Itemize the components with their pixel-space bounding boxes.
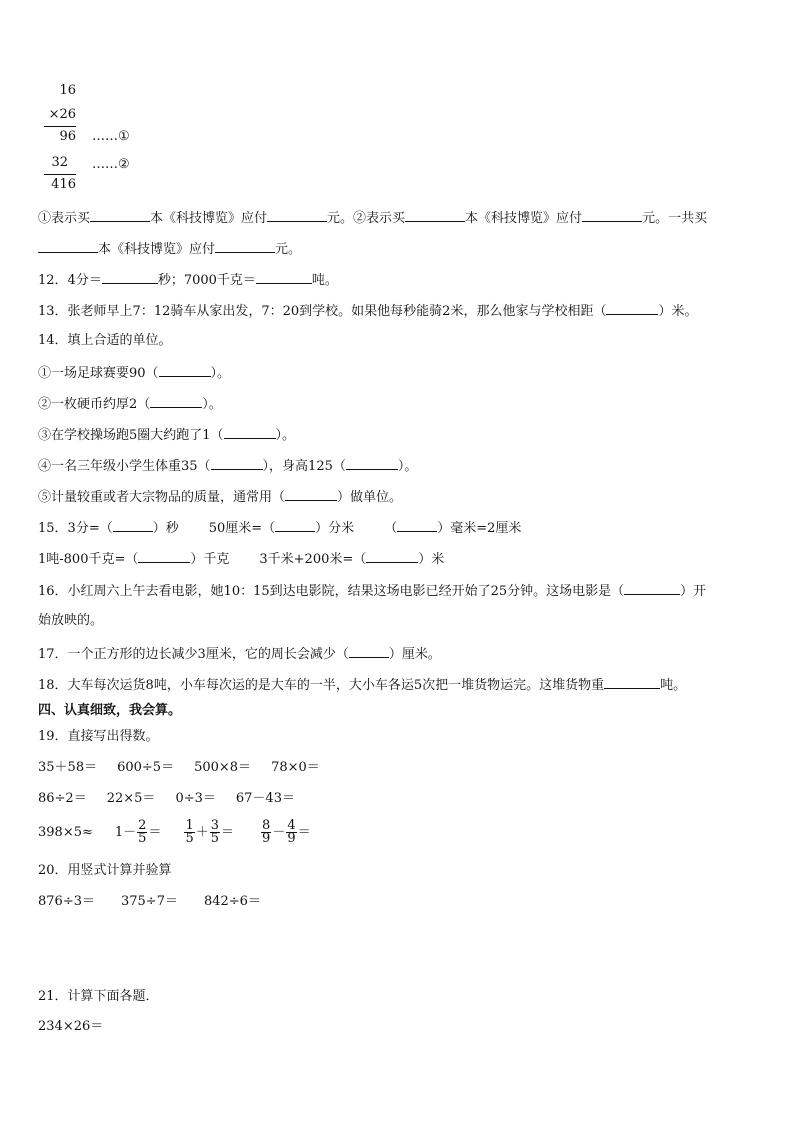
question-20-title: 20．用竖式计算并验算 xyxy=(38,863,172,878)
answer-blank[interactable] xyxy=(159,363,211,377)
question-20-items: 876÷3＝ 375÷7＝ 842÷6＝ xyxy=(38,894,261,909)
answer-blank[interactable] xyxy=(150,394,202,408)
question-18: 18．大车每次运货8吨，小车每次运的是大车的一半，大小车各运5次把一堆货物运完。这堆货物重 吨。 xyxy=(38,675,686,695)
product-result: 416 xyxy=(51,177,76,192)
question-14-title: 14．填上合适的单位。 xyxy=(38,333,172,348)
answer-blank[interactable] xyxy=(267,208,327,222)
answer-blank[interactable] xyxy=(285,487,337,501)
answer-blank[interactable] xyxy=(346,456,398,470)
question-19-row-3: 398×5≈ 1－ $\frac{2}{5}$ ＝ $\frac{1}{5}$ ＋ $\frac{3}{5}$ ＝ $\frac{8}{9}$ － $\frac{4}{9}$ ＝ xyxy=(38,818,311,846)
multiplier: ×26 xyxy=(48,107,76,122)
question-21-title: 21．计算下面各题． xyxy=(38,989,159,1004)
question-15-line-1: 15．3分=（ ）秒 50厘米=（ ）分米 （ ）毫米=2厘米 xyxy=(38,518,521,538)
answer-blank[interactable] xyxy=(606,301,658,315)
answer-blank[interactable] xyxy=(366,549,418,563)
question-14-item-1: ①一场足球赛要90（ ）。 xyxy=(38,363,230,383)
q11-line-2: 本《科技博览》应付 元。 xyxy=(38,239,301,259)
question-15-line-2: 1吨-800千克=（ ）千克 3千米+200米=（ ）米 xyxy=(38,549,444,569)
q11-line-1: ①表示买 本《科技博览》应付 元。②表示买 本《科技博览》应付 元。一共买 xyxy=(38,208,707,228)
section-4-heading: 四、认真细致，我会算。 xyxy=(38,703,182,718)
question-16-line-2: 始放映的。 xyxy=(38,613,104,628)
question-14-item-3: ③在学校操场跑5圈大约跑了1（ ）。 xyxy=(38,425,295,445)
answer-blank[interactable] xyxy=(256,270,312,284)
question-19-row-1: 35＋58＝ 600÷5＝ 500×8＝ 78×0＝ xyxy=(38,760,320,775)
question-12: 12．4分＝ 秒；7000千克＝ 吨。 xyxy=(38,270,338,290)
answer-blank[interactable] xyxy=(224,425,276,439)
question-13: 13．张老师早上7：12骑车从家出发，7：20到学校。如果他每秒能骑2米，那么他家与学校相距（ ）米。 xyxy=(38,301,697,321)
multiplicand: 16 xyxy=(59,83,76,98)
fraction: $\frac{3}{5}$ xyxy=(210,818,220,846)
fraction: $\frac{1}{5}$ xyxy=(185,818,194,846)
partial-product-1: 96 xyxy=(59,129,76,144)
step-marker-1: ……① xyxy=(92,129,130,144)
answer-blank[interactable] xyxy=(38,239,98,253)
answer-blank[interactable] xyxy=(211,456,263,470)
answer-blank[interactable] xyxy=(624,581,680,595)
partial-product-2: 32 xyxy=(51,155,68,170)
answer-blank[interactable] xyxy=(582,208,642,222)
question-19-row-2: 86÷2＝ 22×5＝ 0÷3＝ 67－43＝ xyxy=(38,791,295,806)
answer-blank[interactable] xyxy=(102,270,158,284)
answer-blank[interactable] xyxy=(405,208,465,222)
answer-blank[interactable] xyxy=(397,518,437,532)
rule-line-2 xyxy=(44,174,76,175)
answer-blank[interactable] xyxy=(349,644,389,658)
step-marker-2: ……② xyxy=(92,157,130,172)
answer-blank[interactable] xyxy=(275,518,315,532)
fraction: $\frac{2}{5}$ xyxy=(138,818,147,846)
answer-blank[interactable] xyxy=(90,208,150,222)
question-21-item: 234×26＝ xyxy=(38,1019,104,1034)
question-14-item-5: ⑤计量较重或者大宗物品的质量，通常用（ ）做单位。 xyxy=(38,487,402,507)
question-17: 17．一个正方形的边长减少3厘米，它的周长会减少（ ）厘米。 xyxy=(38,644,441,664)
question-14-item-4: ④一名三年级小学生体重35（ ），身高125（ ）。 xyxy=(38,456,417,476)
fraction: $\frac{8}{9}$ xyxy=(262,818,271,846)
answer-blank[interactable] xyxy=(138,549,190,563)
answer-blank[interactable] xyxy=(604,675,660,689)
rule-line-1 xyxy=(44,126,76,127)
question-19-title: 19．直接写出得数。 xyxy=(38,729,159,744)
answer-blank[interactable] xyxy=(215,239,275,253)
answer-blank[interactable] xyxy=(113,518,153,532)
question-16-line-1: 16．小红周六上午去看电影，她10：15到达电影院，结果这场电影已经开始了25分钟。这场电影是（ ）开 xyxy=(38,581,706,601)
question-14-item-2: ②一枚硬币约厚2（ ）。 xyxy=(38,394,222,414)
fraction: $\frac{4}{9}$ xyxy=(287,818,296,846)
